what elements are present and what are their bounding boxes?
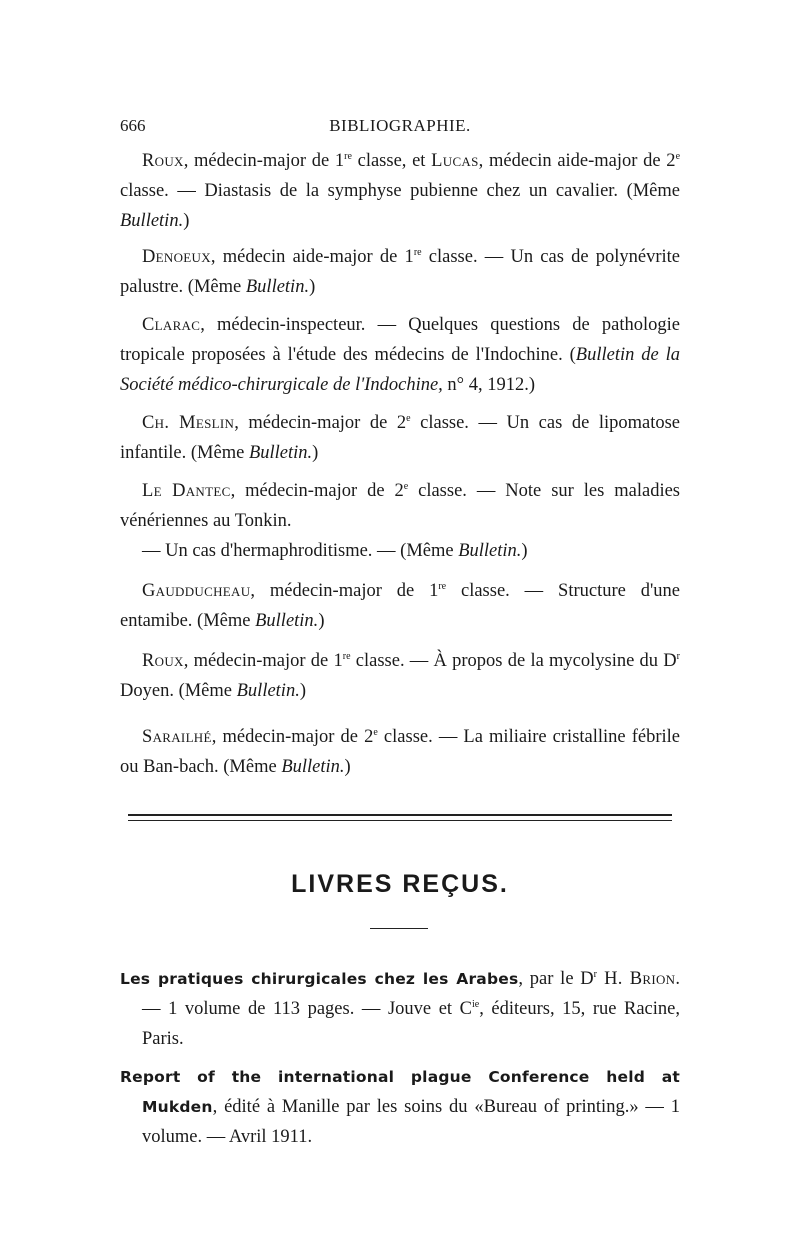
bibliography-entry bbox=[120, 408, 680, 468]
entry-text: ) bbox=[344, 757, 351, 777]
entry-text: , médecin aide-major de 2 bbox=[478, 151, 676, 171]
book-title: Report of the international plague Conference held at Mukden bbox=[120, 1068, 680, 1116]
running-title: BIBLIOGRAPHIE. bbox=[329, 116, 471, 135]
entry-coauthor: Lucas bbox=[431, 151, 479, 171]
superscript: e bbox=[373, 726, 378, 738]
bibliography-entry bbox=[120, 146, 680, 236]
entry-text: , médecin aide-major de 1 bbox=[210, 247, 414, 267]
entry-author: Gaudducheau bbox=[142, 581, 251, 601]
page-number: 666 bbox=[120, 116, 146, 135]
journal-name: Bulletin. bbox=[458, 541, 522, 561]
journal-name: Bulletin. bbox=[281, 757, 345, 777]
journal-name: Bulletin de la Société médico-chirurgicale de l'Indochine, bbox=[120, 345, 680, 395]
superscript: ie bbox=[471, 998, 480, 1010]
entry-text: classe. — À propos de la mycolysine du D bbox=[350, 651, 677, 671]
entry-text: , médecin-major de 1 bbox=[250, 581, 439, 601]
journal-name: Bulletin. bbox=[245, 277, 310, 297]
book-text: . — 1 volume de 113 pages. — Jouve et C bbox=[142, 969, 680, 1019]
book-text: , éditeurs, 15, rue Racine, Paris. bbox=[142, 999, 680, 1049]
journal-name: Bulletin. bbox=[236, 681, 300, 701]
entry-text: n° 4, 1912.) bbox=[442, 375, 535, 395]
entry-text: ) bbox=[318, 611, 325, 631]
superscript: e bbox=[406, 412, 411, 424]
entry-text: — Un cas d'hermaphroditisme. — (Même bbox=[142, 541, 459, 561]
entry-text: , médecin-major de 2 bbox=[230, 481, 404, 501]
entry-text: , médecin-major de 1 bbox=[183, 151, 345, 171]
bibliography-entry bbox=[120, 476, 680, 536]
superscript: re bbox=[342, 650, 351, 662]
entry-text: classe, et bbox=[351, 151, 432, 171]
book-entry bbox=[120, 1062, 680, 1152]
entry-text: classe. — La miliaire cristalline fébrile ou Ban-bach. (Même bbox=[120, 727, 681, 777]
bibliography-entry bbox=[120, 722, 680, 782]
journal-name: Bulletin. bbox=[255, 611, 319, 631]
bibliography-entry bbox=[120, 646, 680, 706]
entry-text: , médecin-major de 2 bbox=[211, 727, 374, 747]
book-author: H. Brion bbox=[597, 969, 676, 989]
book-text: , par le D bbox=[518, 969, 594, 989]
entry-text: , médecin-major de 1 bbox=[183, 651, 343, 671]
entry-text: classe. — Un cas de polynévrite palustre. (Même bbox=[120, 247, 680, 297]
entry-text: ) bbox=[521, 541, 528, 561]
journal-name: Bulletin. bbox=[248, 443, 313, 463]
book-entry bbox=[120, 964, 680, 1054]
book-text: , édité à Manille par les soins du «Bureau of printing.» — 1 volume. — Avril 1911. bbox=[142, 1097, 680, 1147]
section-divider bbox=[128, 814, 672, 821]
bibliography-entry bbox=[120, 576, 680, 636]
bibliography-entry bbox=[120, 536, 680, 566]
superscript: re bbox=[438, 580, 447, 592]
entry-text: ) bbox=[183, 211, 190, 231]
entry-text: , médecin-major de 2 bbox=[234, 413, 407, 433]
entry-text: ) bbox=[309, 277, 316, 297]
superscript: re bbox=[413, 246, 422, 258]
superscript: re bbox=[344, 150, 352, 162]
entry-text: Doyen. (Même bbox=[120, 681, 237, 701]
entry-author: Sarailhé bbox=[142, 727, 212, 747]
superscript: e bbox=[675, 150, 681, 162]
running-header bbox=[120, 116, 680, 140]
section-title: LIVRES REÇUS. bbox=[291, 870, 509, 898]
superscript: r bbox=[593, 968, 598, 980]
entry-text: classe. — Structure d'une entamibe. (Même bbox=[120, 581, 681, 631]
entry-text: classe. — Un cas de lipomatose infantile. (Même bbox=[120, 413, 681, 463]
entry-author: Roux bbox=[142, 651, 184, 671]
title-underline bbox=[370, 928, 428, 929]
entry-author: Clarac bbox=[142, 315, 201, 335]
entry-text: , médecin-inspecteur. — Quelques questions de pathologie tropicale proposées à l'étude des médecins de l'Indochine. ( bbox=[120, 315, 680, 365]
superscript: e bbox=[403, 480, 409, 492]
entry-text: ) bbox=[312, 443, 319, 463]
book-title: Les pratiques chirurgicales chez les Arabes bbox=[120, 970, 519, 988]
journal-name: Bulletin. bbox=[120, 211, 184, 231]
entry-text: classe. — Note sur les maladies vénériennes au Tonkin. bbox=[120, 481, 680, 531]
entry-author: Roux bbox=[142, 151, 184, 171]
superscript: r bbox=[676, 650, 681, 662]
bibliography-entry bbox=[120, 242, 680, 302]
entry-author: Le Dantec bbox=[142, 481, 231, 501]
entry-author: Denoeux bbox=[142, 247, 211, 267]
entry-text: classe. — Diastasis de la symphyse pubienne chez un cavalier. (Même bbox=[120, 181, 680, 201]
entry-text: ) bbox=[299, 681, 306, 701]
bibliography-entry bbox=[120, 310, 680, 400]
entry-author: Ch. Meslin bbox=[142, 413, 235, 433]
